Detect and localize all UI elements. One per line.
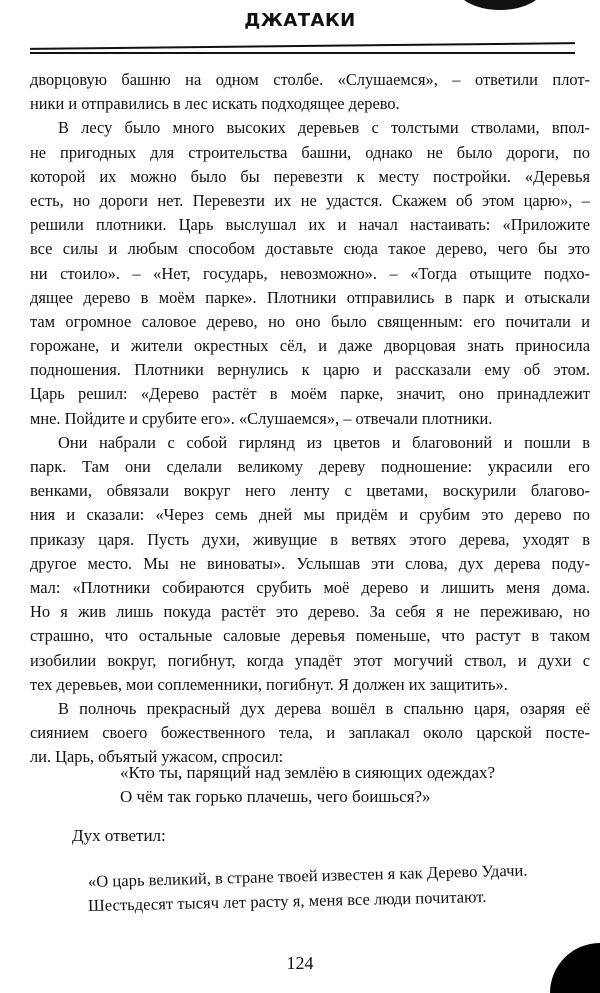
text-line: В лесу было много высоких деревьев с толстыми стволами, впол- — [58, 118, 590, 138]
text-line: дящее дерево в моём парке». Плотники отправились в парк и отыскали — [30, 287, 590, 307]
text-line: ли. Царь, объятый ужасом, спросил: — [30, 747, 284, 767]
quote-line: «О царь великий, в стране твоей известен я как Дерево Удачи. — [87, 860, 528, 891]
text-line: которой их можно было бы перевезти к месту постройки. «Деревья — [30, 166, 590, 186]
text-line: есть, но дороги нет. Перевезти их не удастся. Скажем об этом царю», – — [30, 190, 590, 210]
running-header: ДЖАТАКИ — [244, 10, 356, 31]
text-line: подношения. Плотники вернулись к царю и рассказали ему об этом. — [30, 360, 590, 380]
text-line: приказу царя. Пусть духи, живущие в ветвях этого дерева, уходят в — [30, 529, 590, 549]
header-rule-top — [30, 42, 575, 50]
text-line: мне. Пойдите и срубите его». «Слушаемся», – отвечали плотники. — [30, 408, 493, 428]
verse-line: «Кто ты, парящий над землёю в сияющих одеждах? — [120, 763, 496, 782]
text-line: дворцовую башню на одном столбе. «Слушаемся», – ответили плот- — [30, 70, 590, 89]
text-line: ники и отправились в лес искать подходящее дерево. — [30, 94, 400, 114]
text-line: горожане, и жители окрестных сёл, и даже дворцовая знать приносила — [30, 336, 590, 356]
text-line: ния и сказали: «Через семь дней мы придём и срубим это дерево по — [30, 505, 590, 525]
text-line: мал: «Плотники собираются срубить моё дерево и лишить меня дома. — [30, 577, 590, 597]
text-line: там огромное саловое дерево, но оно было священным: его почитали и — [30, 311, 590, 331]
scan-artifact-top — [455, 0, 545, 10]
text-line: В полночь прекрасный дух дерева вошёл в спальню царя, озаряя её — [58, 698, 590, 718]
text-line: все силы и любым способом доставьте сюда такое дерево, чего бы это — [30, 239, 590, 259]
text-line: тех деревьев, мои соплеменники, погибнут. Я должен их защитить». — [30, 674, 508, 694]
text-line: Царь решил: «Дерево растёт в моём парке, значит, оно принадлежит — [30, 384, 590, 404]
body-text — [30, 68, 590, 769]
page-number: 124 — [286, 953, 314, 973]
text-line: венками, обвязали вокруг него ленту с цветами, воскурили благово- — [30, 481, 590, 501]
header-rule-bottom — [30, 52, 575, 54]
quote-line: Шестьдесят тысяч лет расту я, меня все люди почитают. — [87, 886, 487, 915]
text-line: парк. Там они сделали великому дереву подношение: украсили его — [30, 457, 590, 476]
text-line: ни стоило». – «Нет, государь, невозможно». – «Тогда отыщите подхо- — [30, 263, 590, 283]
text-line: другое место. Мы не виноваты». Услышав эти слова, дух дерева поду- — [30, 553, 590, 573]
text-line: изобилии вокруг, погибнут, когда упадёт этот могучий ствол, и духи с — [30, 650, 590, 670]
text-line: страшно, что остальные саловые деревья поменьше, что растут в таком — [30, 626, 590, 646]
text-line: сиянием своего божественного тела, и заплакал около царской посте- — [30, 723, 590, 743]
text-line: не пригодных для строительства башни, однако не было дороги, по — [30, 142, 590, 162]
text-line: Они набрали с собой гирлянд из цветов и благовоний и пошли в — [58, 432, 590, 452]
spirit-answered: Дух ответил: — [72, 826, 166, 845]
text-line: решили плотники. Царь выслушал их и начал настаивать: «Приложите — [30, 215, 590, 235]
verse-line: О чём так горько плачешь, чего боишься?» — [120, 787, 431, 806]
text-line: Но я жив лишь покуда растёт это дерево. За себя я не переживаю, но — [30, 602, 590, 622]
